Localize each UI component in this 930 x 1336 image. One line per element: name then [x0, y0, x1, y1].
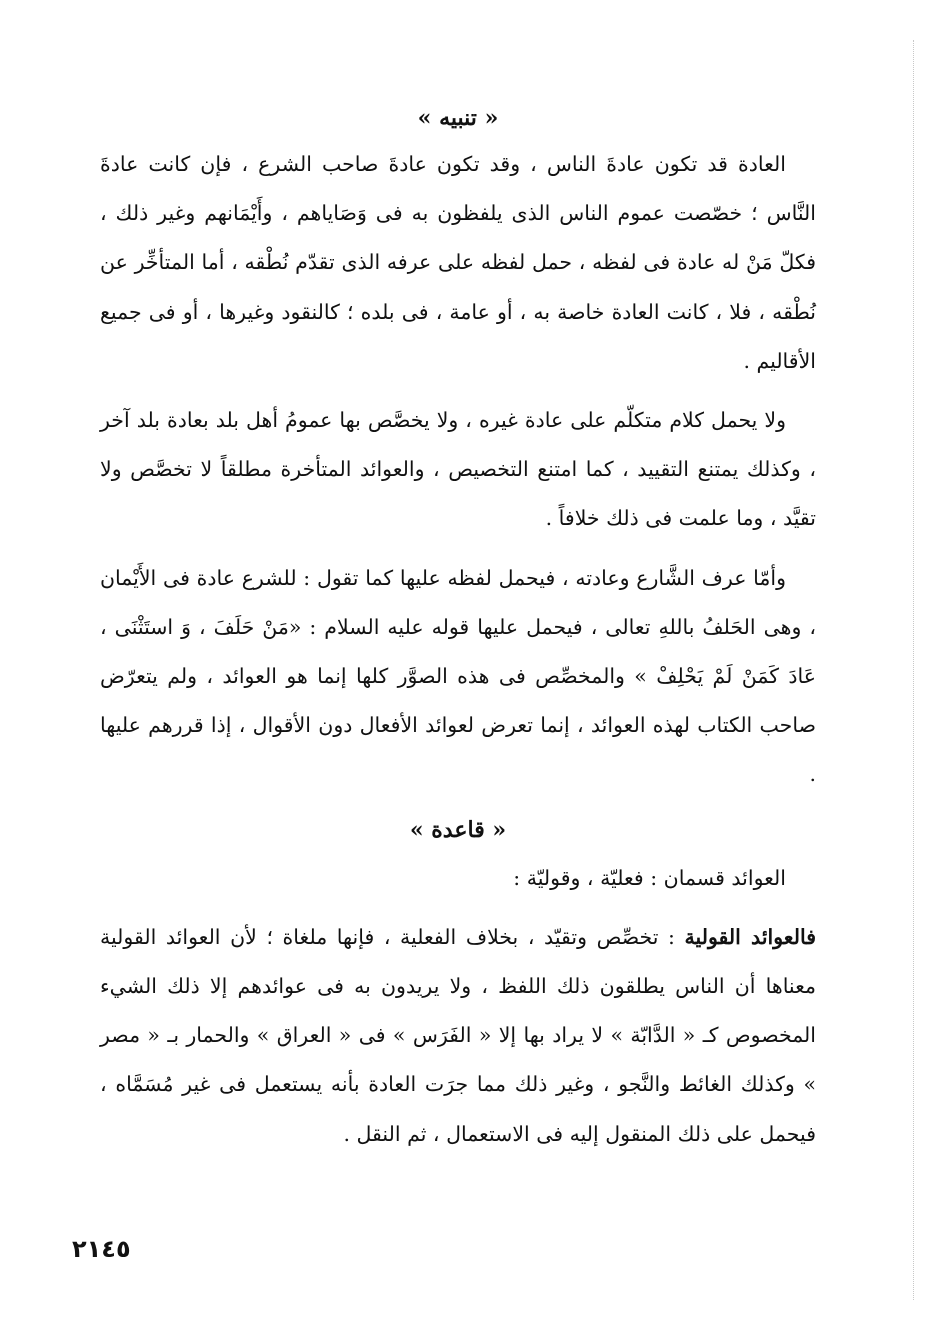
paragraph-2: ولا يحمل كلام متكلّم على عادة غيره ، ولا يخصَّص بها عمومُ أهل بلد بعادة بلد آخر ، وكذلك يمتنع التقييد ، كما امتنع التخصيص ، والعوائد المتأخرة مطلقاً لا تخصَّص ولا تقيَّد ، وما علمت فى ذلك خلافاً .	[100, 408, 816, 531]
paragraph-5-body: : تخصِّص وتقيّد ، بخلاف الفعلية ، فإنها ملغاة ؛ لأن العوائد القولية معناها أن الناس يطلقون ذلك اللفظ ، ولا يريدون به فى عوائدهم إلا ذلك الشيء المخصوص كـ « الدَّابّة » لا يراد بها إلا « الفَرَس » فى « العراق » والحمار بـ « مصر » وكذلك الغائط والنَّجو ، وغير ذلك مما جرَت العادة بأنه يستعمل فى غير مُسَمَّاه ، فيحمل على ذلك المنقول إليه فى الاستعمال ، ثم النقل .	[100, 924, 816, 1146]
paragraph-4: العوائد قسمان : فعليّة ، وقوليّة :	[513, 865, 786, 890]
paragraph-5	[100, 913, 816, 1159]
section-heading-tanbih: « تنبيه »	[417, 105, 499, 131]
section-heading-qaida: « قاعدة »	[409, 816, 507, 843]
scan-edge-marks	[912, 40, 914, 1300]
paragraph-3: وأمّا عرف الشَّارع وعادته ، فيحمل لفظه عليها كما تقول : للشرع عادة فى الأَيْمان ، وهى الحَلفُ باللهِ تعالى ، فيحمل عليها قوله عليه السلام : «مَنْ حَلَفَ ، وَ استَثْنَى ، عَادَ كَمَنْ لَمْ يَحْلِفْ » والمخصِّص فى هذه الصوَّر كلها إنما هو العوائد ، ولم يتعرّض صاحب الكتاب لهذه العوائد ، إنما تعرض لعوائد الأفعال دون الأقوال ، إذا قررهم عليها .	[100, 565, 816, 787]
main-text	[100, 98, 816, 1169]
page-number: ٢١٤٥	[72, 1235, 131, 1263]
paragraph-5-lead: فالعوائد القولية	[684, 924, 816, 949]
paragraph-1: العادة قد تكون عادةَ الناس ، وقد تكون عادةَ صاحب الشرع ، فإن كانت عادةَ النَّاس ؛ خصّصت عموم الناس الذى يلفظون به فى وَصَاياهم ، وأَيْمَانهم وغير ذلك ، فكلّ مَنْ له عادة فى لفظه ، حمل لفظه على عرفه الذى تقدّم نُطْقه ، أما المتأخِّر عن نُطْقه ، فلا ، كانت العادة خاصة به ، أو عامة ، فى بلده ؛ كالنقود وغيرها ، أو فى جميع الأقاليم .	[100, 152, 816, 373]
